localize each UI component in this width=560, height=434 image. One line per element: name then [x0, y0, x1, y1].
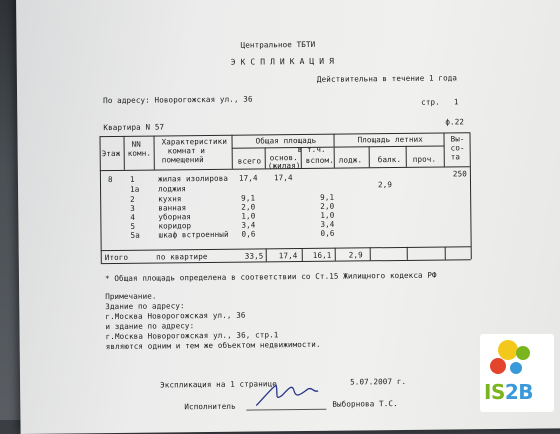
doc-date: 5.07.2007 г. [350, 376, 407, 387]
totals-total: 33,5 [244, 251, 264, 261]
cell-aux: 9,1 [320, 192, 335, 202]
totals-loggia: 2,9 [348, 250, 363, 260]
col-aux: вспом. [305, 155, 334, 165]
note-title: Примечание. [105, 291, 157, 302]
cell-total: 3,4 [241, 220, 256, 230]
totals-label: Итого по квартире [104, 252, 208, 263]
pages-count: Экспликация на 1 странице [160, 379, 277, 390]
cell-total: 1,0 [241, 211, 256, 221]
cell-no: 2 [130, 194, 135, 204]
cell-name: коридор [158, 221, 192, 231]
cell-floor: 8 [107, 174, 113, 185]
cell-total: 17,4 [238, 173, 258, 183]
cell-name: ванная [158, 203, 187, 213]
cell-name: кухня [158, 194, 182, 204]
note-line: г.Москва Новорогожская ул., 36 [105, 310, 246, 322]
col-balcony: балк. [377, 154, 402, 165]
org-name: Центральное ТБТИ [240, 39, 316, 50]
col-height-3: та [450, 152, 461, 162]
totals-main: 17,4 [278, 251, 298, 261]
logo-text: IS2B [484, 380, 534, 404]
cell-main: 17,4 [273, 173, 293, 183]
apartment-number: Квартира N 57 [103, 122, 165, 133]
cell-name: лоджия [158, 184, 187, 194]
cell-name: шкаф встроенный [158, 229, 229, 240]
col-main-1: основ. [269, 153, 298, 163]
executor-name: Выборнова Т.С. [332, 399, 398, 409]
footnote: * Общая площадь определена в соответствии со Ст.15 Жилищного кодекса РФ [104, 270, 437, 284]
cell-aux: 2,0 [320, 201, 335, 211]
cell-name: жилая изолирова [157, 173, 229, 184]
cell-no: 3 [130, 203, 135, 213]
note-line: являются одним и тем же объектом недвижимости. [105, 339, 321, 352]
cell-no: 4 [130, 212, 136, 222]
col-incl: в т.ч. [297, 144, 326, 155]
note-line: Здание по адресу: [105, 301, 185, 312]
col-loggia: лодж. [338, 155, 363, 165]
cell-height: 250 [452, 169, 467, 179]
is2b-logo [480, 334, 554, 412]
col-room-no-1: NN [131, 139, 141, 149]
col-summer-area: Площадь летних [357, 134, 423, 145]
document-title: Э К С П Л И К А Ц И Я [230, 56, 335, 67]
cell-total: 0,6 [241, 229, 256, 239]
cell-no: 5 [130, 221, 136, 231]
cell-no: 5а [130, 230, 140, 240]
col-characteristics-2: комнат и [167, 146, 206, 156]
address-line: По адресу: Новорогожская ул., 36 [103, 94, 253, 106]
cell-aux: 0,6 [320, 228, 335, 238]
col-total: всего [237, 156, 262, 166]
cell-no: 1 [129, 174, 135, 184]
note-line: и здание по адресу: [105, 321, 195, 332]
col-characteristics-3: помещений [161, 155, 204, 165]
handwritten-signature [252, 379, 322, 410]
cell-no: 1а [130, 184, 140, 194]
cell-aux: 3,4 [320, 219, 335, 229]
form-code: ф.22 [445, 117, 465, 127]
cell-total: 9,1 [241, 193, 256, 203]
col-floor: Этаж [101, 148, 121, 159]
page-number: стр. 1 [421, 97, 459, 107]
col-total-area: Общая площадь [255, 135, 317, 146]
cell-total: 2,0 [241, 202, 256, 212]
col-characteristics-1: Характеристики [161, 136, 228, 147]
cell-name: уборная [158, 212, 192, 222]
note-line: г.Москва Новорогожская ул., 36, стр.1 [105, 330, 279, 342]
col-height-2: со- [450, 143, 465, 153]
col-other: проч. [412, 154, 437, 164]
executor-label: Исполнитель [184, 401, 236, 412]
col-height-1: Вы- [450, 134, 465, 144]
cell-loggia: 2,9 [377, 180, 393, 190]
totals-aux: 16,1 [312, 250, 332, 260]
document-sheet [16, 0, 560, 434]
col-main-2: (жилая) [267, 161, 301, 171]
col-room-no-2: комн. [127, 148, 152, 158]
cell-aux: 1,0 [320, 210, 335, 220]
validity-note: Действительна в течение 1 года [316, 73, 458, 84]
